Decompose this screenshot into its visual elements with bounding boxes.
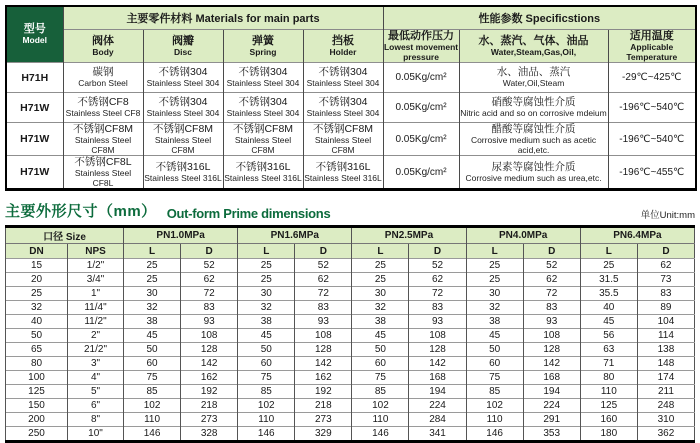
medium-en: Water,Oil,Steam xyxy=(502,78,565,89)
dimension-row xyxy=(6,413,695,427)
pressure-cell: 0.05Kg/cm² xyxy=(383,156,459,190)
nps-cell: 4" xyxy=(68,371,124,385)
spring-material-en: Stainless Steel 304 xyxy=(226,108,300,119)
pn-group-header-row xyxy=(6,227,695,244)
spring-material-en: Stainless Steel 304 xyxy=(226,78,300,89)
nps-cell: 8" xyxy=(68,413,124,427)
pn10-d-cell: 83 xyxy=(181,301,238,315)
pn10-d-cell: 142 xyxy=(181,357,238,371)
column-header-en: Disc xyxy=(174,46,192,57)
pn25-d-cell: 194 xyxy=(409,385,466,399)
disc-material-zh: 不锈钢304 xyxy=(158,66,208,79)
pn25-d-cell: 52 xyxy=(409,259,466,273)
pn16-d-cell: 52 xyxy=(295,259,352,273)
pn40-l-cell: 60 xyxy=(466,357,523,371)
dimension-row xyxy=(6,427,695,442)
pn64-d-cell: 362 xyxy=(637,427,694,442)
pn40-l-cell: 102 xyxy=(466,399,523,413)
pn16-l-cell: 50 xyxy=(238,343,295,357)
model-header-zh: 型号 xyxy=(23,23,46,36)
pn64-d-cell: 138 xyxy=(637,343,694,357)
pn40-l-cell: 25 xyxy=(466,273,523,287)
disc-material-en: Stainless Steel 304 xyxy=(146,108,220,119)
pn25-d-cell: 93 xyxy=(409,315,466,329)
spring-material-cell xyxy=(223,63,303,93)
dimension-row xyxy=(6,399,695,413)
pn16-d-cell: 218 xyxy=(295,399,352,413)
medium-zh: 尿素等腐蚀性介质 xyxy=(491,160,576,173)
pn16-d-cell: 83 xyxy=(295,301,352,315)
section-title-en: Out-form Prime dimensions xyxy=(166,206,331,221)
materials-row xyxy=(6,156,696,190)
pn40-d-cell: 62 xyxy=(523,273,580,287)
medium-cell xyxy=(459,93,608,123)
medium-zh: 水、油品、蒸汽 xyxy=(496,66,571,79)
pn16-l-cell: 25 xyxy=(238,273,295,287)
dn-header: DN xyxy=(6,244,68,259)
pn40-d-cell: 353 xyxy=(523,427,580,442)
dn-cell: 150 xyxy=(6,399,68,413)
body-material-zh: 不锈钢CF8M xyxy=(72,123,134,135)
pn16-l-cell: 38 xyxy=(238,315,295,329)
pn40-l-cell: 146 xyxy=(466,427,523,442)
ld-header: D xyxy=(637,244,694,259)
pn40-l-cell: 45 xyxy=(466,329,523,343)
pn40-d-cell: 142 xyxy=(523,357,580,371)
spring-material-en: Stainless Steel CF8M xyxy=(234,135,292,155)
pn10-l-cell: 75 xyxy=(124,371,181,385)
dn-cell: 200 xyxy=(6,413,68,427)
column-header-zh: 弹簧 xyxy=(252,34,274,47)
pn40-d-cell: 83 xyxy=(523,301,580,315)
pn64-d-cell: 310 xyxy=(637,413,694,427)
pn40-d-cell: 72 xyxy=(523,287,580,301)
pn10-l-cell: 102 xyxy=(124,399,181,413)
pn-group-header: PN4.0MPa xyxy=(466,227,580,244)
holder-material-cell xyxy=(303,156,383,190)
body-material-cell xyxy=(63,63,143,93)
medium-en: Corrosive medium such as acetic acid,etc. xyxy=(470,135,597,155)
pn40-d-cell: 168 xyxy=(523,371,580,385)
pn-group-header: PN2.5MPa xyxy=(352,227,466,244)
pn40-d-cell: 128 xyxy=(523,343,580,357)
pn64-d-cell: 73 xyxy=(637,273,694,287)
dn-cell: 25 xyxy=(6,287,68,301)
nps-cell: 11/4" xyxy=(68,301,124,315)
pn25-d-cell: 72 xyxy=(409,287,466,301)
pn64-l-cell: 110 xyxy=(580,385,637,399)
temperature-cell: -196℃~540℃ xyxy=(608,123,696,156)
ld-header: L xyxy=(580,244,637,259)
pn10-l-cell: 30 xyxy=(124,287,181,301)
dimension-row xyxy=(6,357,695,371)
body-material-zh: 不锈钢CF8 xyxy=(77,96,129,109)
pn40-d-cell: 93 xyxy=(523,315,580,329)
nps-cell: 1/2" xyxy=(68,259,124,273)
pn16-d-cell: 162 xyxy=(295,371,352,385)
body-material-en: Stainless Steel CF8L xyxy=(74,168,132,188)
materials-group-header: 主要零件材料 Materials for main parts xyxy=(63,6,383,30)
pn-group-header: PN1.6MPa xyxy=(238,227,352,244)
spring-material-en: Stainless Steel 316L xyxy=(224,172,302,183)
dn-cell: 80 xyxy=(6,357,68,371)
pn10-l-cell: 25 xyxy=(124,273,181,287)
model-cell: H71W xyxy=(6,93,63,123)
pn40-l-cell: 85 xyxy=(466,385,523,399)
column-header-zh: 挡板 xyxy=(332,34,355,47)
pn25-l-cell: 85 xyxy=(352,385,409,399)
dn-cell: 50 xyxy=(6,329,68,343)
pn10-d-cell: 93 xyxy=(181,315,238,329)
pn25-l-cell: 25 xyxy=(352,273,409,287)
pn64-d-cell: 62 xyxy=(637,259,694,273)
pn10-l-cell: 85 xyxy=(124,385,181,399)
pn40-l-cell: 50 xyxy=(466,343,523,357)
pn25-d-cell: 224 xyxy=(409,399,466,413)
pn16-d-cell: 142 xyxy=(295,357,352,371)
model-cell: H71W xyxy=(6,156,63,190)
pn64-d-cell: 104 xyxy=(637,315,694,329)
column-header-en: Water,Steam,Gas,Oil, xyxy=(490,46,577,57)
pn64-d-cell: 148 xyxy=(637,357,694,371)
pn25-d-cell: 168 xyxy=(409,371,466,385)
pn16-d-cell: 93 xyxy=(295,315,352,329)
nps-header: NPS xyxy=(68,244,124,259)
pn64-l-cell: 80 xyxy=(580,371,637,385)
ld-header-row xyxy=(6,244,695,259)
pn-group-header: PN6.4MPa xyxy=(580,227,694,244)
column-header xyxy=(223,30,303,63)
column-header xyxy=(63,30,143,63)
pn25-d-cell: 108 xyxy=(409,329,466,343)
dn-cell: 20 xyxy=(6,273,68,287)
dimension-row xyxy=(6,301,695,315)
pn40-l-cell: 25 xyxy=(466,259,523,273)
spring-material-cell xyxy=(223,93,303,123)
holder-material-zh: 不锈钢304 xyxy=(318,66,368,79)
pn40-d-cell: 224 xyxy=(523,399,580,413)
dimensions-table xyxy=(5,225,695,443)
nps-cell: 10" xyxy=(68,427,124,442)
nps-cell: 21/2" xyxy=(68,343,124,357)
pn25-l-cell: 30 xyxy=(352,287,409,301)
ld-header: L xyxy=(124,244,181,259)
disc-material-cell xyxy=(143,93,223,123)
pn10-d-cell: 128 xyxy=(181,343,238,357)
column-header xyxy=(303,30,383,63)
pn40-l-cell: 32 xyxy=(466,301,523,315)
pn16-l-cell: 102 xyxy=(238,399,295,413)
holder-material-cell xyxy=(303,93,383,123)
pn25-l-cell: 60 xyxy=(352,357,409,371)
pn10-d-cell: 273 xyxy=(181,413,238,427)
column-header xyxy=(143,30,223,63)
body-material-en: Stainless Steel CF8M xyxy=(74,135,132,155)
dimension-row xyxy=(6,287,695,301)
materials-subheader-row xyxy=(6,30,696,63)
holder-material-en: Stainless Steel 316L xyxy=(304,172,382,183)
specs-group-header: 性能参数 Specificstions xyxy=(383,6,696,30)
dimension-row xyxy=(6,315,695,329)
column-header-en: Spring xyxy=(249,46,277,57)
pn10-d-cell: 162 xyxy=(181,371,238,385)
pn10-l-cell: 45 xyxy=(124,329,181,343)
pn64-l-cell: 180 xyxy=(580,427,637,442)
body-material-cell xyxy=(63,156,143,190)
pn64-l-cell: 35.5 xyxy=(580,287,637,301)
body-material-en: Stainless Steel CF8 xyxy=(65,108,141,119)
body-material-cell xyxy=(63,123,143,156)
dimension-row xyxy=(6,259,695,273)
pn16-d-cell: 273 xyxy=(295,413,352,427)
ld-header: D xyxy=(295,244,352,259)
pn40-l-cell: 75 xyxy=(466,371,523,385)
materials-group-header-row xyxy=(6,6,696,30)
section-title-zh: 主要外形尺寸（mm） xyxy=(5,203,157,220)
pn16-l-cell: 45 xyxy=(238,329,295,343)
pn40-d-cell: 194 xyxy=(523,385,580,399)
medium-zh: 硝酸等腐蚀性介质 xyxy=(491,96,576,109)
pn16-l-cell: 75 xyxy=(238,371,295,385)
column-header-zh: 适用温度 xyxy=(629,30,674,42)
pn10-d-cell: 108 xyxy=(181,329,238,343)
pn10-l-cell: 25 xyxy=(124,259,181,273)
pn10-d-cell: 72 xyxy=(181,287,238,301)
pn25-d-cell: 83 xyxy=(409,301,466,315)
nps-cell: 6" xyxy=(68,399,124,413)
pn16-l-cell: 32 xyxy=(238,301,295,315)
column-header xyxy=(459,30,608,63)
column-header-zh: 阀瓣 xyxy=(172,34,194,47)
pn16-l-cell: 25 xyxy=(238,259,295,273)
dn-cell: 15 xyxy=(6,259,68,273)
pn10-l-cell: 60 xyxy=(124,357,181,371)
holder-material-en: Stainless Steel 304 xyxy=(306,108,380,119)
column-header-en: Applicable Temperature xyxy=(626,42,678,62)
holder-material-en: Stainless Steel CF8M xyxy=(314,135,372,155)
dimension-row xyxy=(6,385,695,399)
pn25-l-cell: 146 xyxy=(352,427,409,442)
pn64-d-cell: 211 xyxy=(637,385,694,399)
dimensions-section-header xyxy=(5,200,695,221)
nps-cell: 3/4" xyxy=(68,273,124,287)
dn-cell: 40 xyxy=(6,315,68,329)
dimension-row xyxy=(6,343,695,357)
pn64-l-cell: 40 xyxy=(580,301,637,315)
disc-material-en: Stainless Steel CF8M xyxy=(154,135,212,155)
spring-material-zh: 不锈钢316L xyxy=(235,160,291,173)
pressure-cell: 0.05Kg/cm² xyxy=(383,93,459,123)
disc-material-cell xyxy=(143,156,223,190)
nps-cell: 2" xyxy=(68,329,124,343)
spring-material-zh: 不锈钢304 xyxy=(238,96,288,109)
temperature-cell: -196℃~455℃ xyxy=(608,156,696,190)
pn64-l-cell: 160 xyxy=(580,413,637,427)
nps-cell: 3" xyxy=(68,357,124,371)
pn64-l-cell: 63 xyxy=(580,343,637,357)
pn64-l-cell: 71 xyxy=(580,357,637,371)
pn40-d-cell: 108 xyxy=(523,329,580,343)
model-cell: H71H xyxy=(6,63,63,93)
nps-cell: 1" xyxy=(68,287,124,301)
pn64-d-cell: 114 xyxy=(637,329,694,343)
pn64-l-cell: 31.5 xyxy=(580,273,637,287)
pn64-l-cell: 45 xyxy=(580,315,637,329)
pn25-l-cell: 110 xyxy=(352,413,409,427)
pn25-l-cell: 25 xyxy=(352,259,409,273)
disc-material-cell xyxy=(143,123,223,156)
holder-material-zh: 不锈钢CF8M xyxy=(312,123,374,135)
pn40-d-cell: 52 xyxy=(523,259,580,273)
disc-material-zh: 不锈钢CF8M xyxy=(152,123,214,135)
medium-zh: 醋酸等腐蚀性介质 xyxy=(491,123,576,135)
pn10-l-cell: 32 xyxy=(124,301,181,315)
pn40-l-cell: 38 xyxy=(466,315,523,329)
pn40-l-cell: 30 xyxy=(466,287,523,301)
pn25-l-cell: 45 xyxy=(352,329,409,343)
dn-cell: 100 xyxy=(6,371,68,385)
dimension-row xyxy=(6,329,695,343)
body-material-zh: 碳钢 xyxy=(92,66,114,79)
pn16-l-cell: 85 xyxy=(238,385,295,399)
pn10-l-cell: 146 xyxy=(124,427,181,442)
disc-material-en: Stainless Steel 304 xyxy=(146,78,220,89)
model-header-en: Model xyxy=(22,35,48,46)
materials-row xyxy=(6,63,696,93)
ld-header: L xyxy=(352,244,409,259)
pn25-d-cell: 142 xyxy=(409,357,466,371)
column-header-zh: 水、蒸汽、气体、油品 xyxy=(478,34,589,47)
column-header-zh: 最低动作压力 xyxy=(388,30,455,42)
pn64-l-cell: 125 xyxy=(580,399,637,413)
disc-material-zh: 不锈钢316L xyxy=(155,160,211,173)
pn25-l-cell: 32 xyxy=(352,301,409,315)
pn16-l-cell: 60 xyxy=(238,357,295,371)
pn10-l-cell: 38 xyxy=(124,315,181,329)
spring-material-cell xyxy=(223,156,303,190)
holder-material-en: Stainless Steel 304 xyxy=(306,78,380,89)
body-material-zh: 不锈钢CF8L xyxy=(74,156,132,168)
ld-header: D xyxy=(409,244,466,259)
pressure-cell: 0.05Kg/cm² xyxy=(383,63,459,93)
pn10-d-cell: 62 xyxy=(181,273,238,287)
pn64-d-cell: 248 xyxy=(637,399,694,413)
pn16-l-cell: 110 xyxy=(238,413,295,427)
column-header-en: Holder xyxy=(329,46,357,57)
spring-material-cell xyxy=(223,123,303,156)
body-material-cell xyxy=(63,93,143,123)
ld-header: D xyxy=(523,244,580,259)
pn64-l-cell: 56 xyxy=(580,329,637,343)
pn16-d-cell: 62 xyxy=(295,273,352,287)
pn16-d-cell: 128 xyxy=(295,343,352,357)
dn-cell: 32 xyxy=(6,301,68,315)
pn10-d-cell: 192 xyxy=(181,385,238,399)
pn64-d-cell: 83 xyxy=(637,287,694,301)
ld-header: L xyxy=(466,244,523,259)
pn25-d-cell: 341 xyxy=(409,427,466,442)
holder-material-zh: 不锈钢304 xyxy=(318,96,368,109)
holder-material-zh: 不锈钢316L xyxy=(315,160,371,173)
materials-row xyxy=(6,93,696,123)
disc-material-cell xyxy=(143,63,223,93)
pn16-d-cell: 108 xyxy=(295,329,352,343)
materials-table xyxy=(5,5,697,191)
unit-label: 单位Unit:mm xyxy=(640,210,695,221)
model-cell: H71W xyxy=(6,123,63,156)
medium-cell xyxy=(459,123,608,156)
spring-material-zh: 不锈钢CF8M xyxy=(232,123,294,135)
disc-material-zh: 不锈钢304 xyxy=(158,96,208,109)
pn64-d-cell: 89 xyxy=(637,301,694,315)
medium-en: Nitric acid and so on corrosive mdeium xyxy=(460,108,607,119)
pn10-l-cell: 50 xyxy=(124,343,181,357)
pn64-d-cell: 174 xyxy=(637,371,694,385)
pn25-d-cell: 128 xyxy=(409,343,466,357)
pressure-cell: 0.05Kg/cm² xyxy=(383,123,459,156)
pn25-d-cell: 62 xyxy=(409,273,466,287)
ld-header: D xyxy=(181,244,238,259)
column-header xyxy=(383,30,459,63)
spring-material-zh: 不锈钢304 xyxy=(238,66,288,79)
pn10-l-cell: 110 xyxy=(124,413,181,427)
column-header xyxy=(608,30,696,63)
pn40-l-cell: 110 xyxy=(466,413,523,427)
model-column-header xyxy=(6,6,63,63)
nps-cell: 5" xyxy=(68,385,124,399)
size-group-header: 口径 Size xyxy=(6,227,124,244)
dimension-row xyxy=(6,273,695,287)
dn-cell: 65 xyxy=(6,343,68,357)
holder-material-cell xyxy=(303,63,383,93)
disc-material-en: Stainless Steel 316L xyxy=(144,172,222,183)
pn10-d-cell: 328 xyxy=(181,427,238,442)
pn25-l-cell: 75 xyxy=(352,371,409,385)
pn16-l-cell: 146 xyxy=(238,427,295,442)
pn25-l-cell: 38 xyxy=(352,315,409,329)
medium-cell xyxy=(459,156,608,190)
column-header-en: Lowest movement pressure xyxy=(383,42,459,62)
medium-en: Corrosive medium such as urea,etc. xyxy=(465,172,602,183)
pn-group-header: PN1.0MPa xyxy=(124,227,238,244)
temperature-cell: -29℃~425℃ xyxy=(608,63,696,93)
pn16-l-cell: 30 xyxy=(238,287,295,301)
body-material-en: Carbon Steel xyxy=(78,78,128,89)
pn40-d-cell: 291 xyxy=(523,413,580,427)
column-header-en: Body xyxy=(92,46,114,57)
dn-cell: 125 xyxy=(6,385,68,399)
pn10-d-cell: 52 xyxy=(181,259,238,273)
ld-header: L xyxy=(238,244,295,259)
pn16-d-cell: 329 xyxy=(295,427,352,442)
nps-cell: 11/2" xyxy=(68,315,124,329)
pn64-l-cell: 25 xyxy=(580,259,637,273)
holder-material-cell xyxy=(303,123,383,156)
pn16-d-cell: 72 xyxy=(295,287,352,301)
pn16-d-cell: 192 xyxy=(295,385,352,399)
dn-cell: 250 xyxy=(6,427,68,442)
pn25-d-cell: 284 xyxy=(409,413,466,427)
materials-row xyxy=(6,123,696,156)
pn25-l-cell: 50 xyxy=(352,343,409,357)
column-header-zh: 阀体 xyxy=(92,34,114,47)
dimension-row xyxy=(6,371,695,385)
pn25-l-cell: 102 xyxy=(352,399,409,413)
medium-cell xyxy=(459,63,608,93)
pn10-d-cell: 218 xyxy=(181,399,238,413)
temperature-cell: -196℃~540℃ xyxy=(608,93,696,123)
